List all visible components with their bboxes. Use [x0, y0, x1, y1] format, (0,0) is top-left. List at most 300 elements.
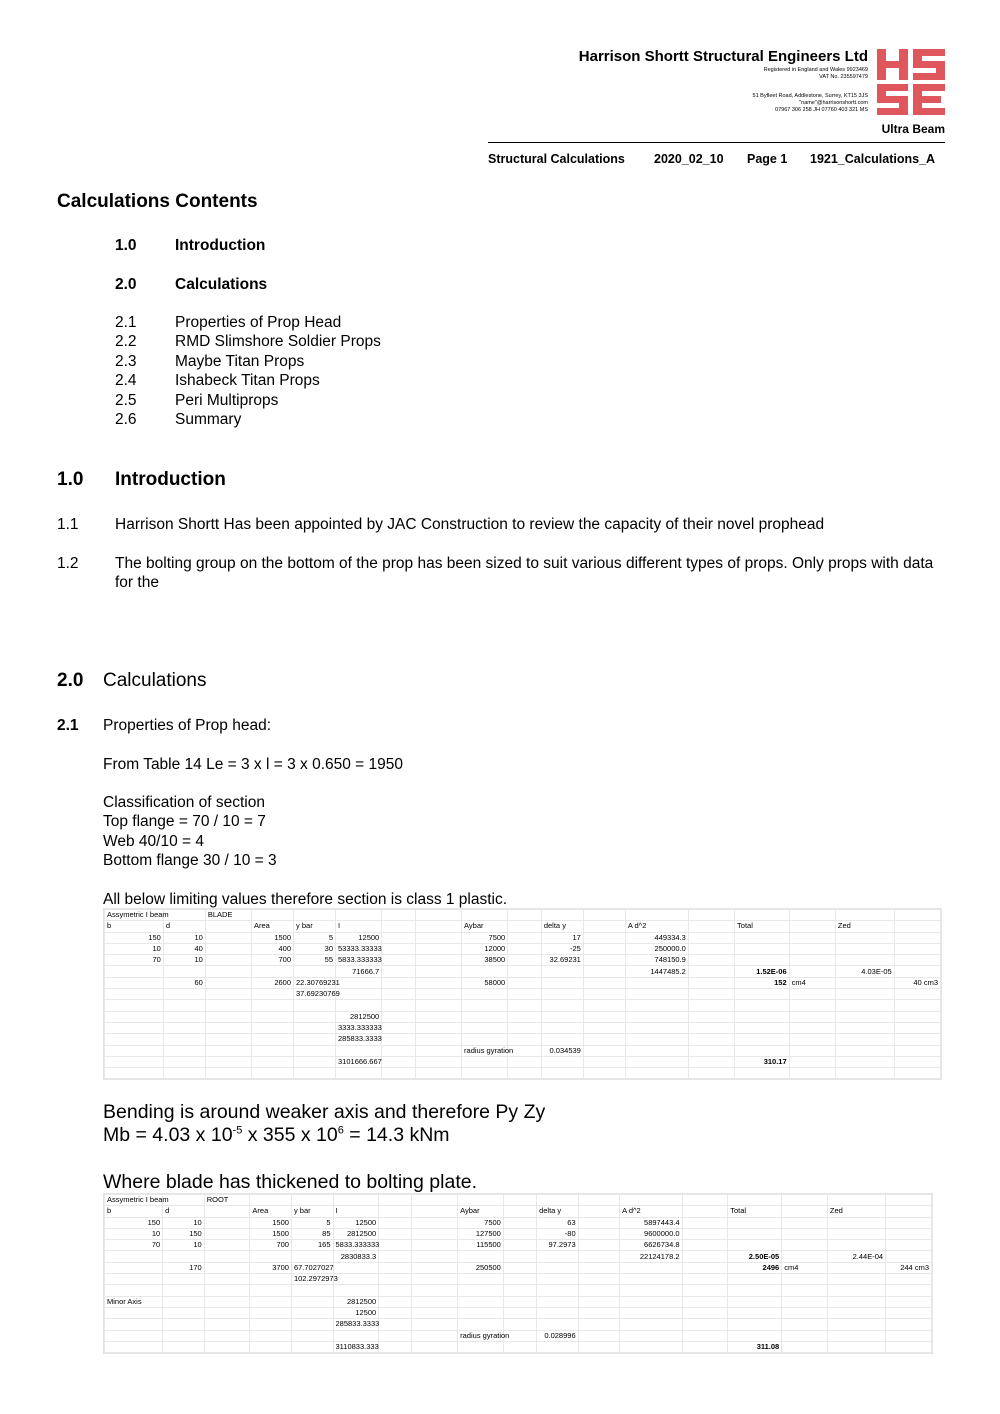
- sheet-cell: [789, 1011, 835, 1022]
- sheet-cell: 5897443.4: [620, 1217, 682, 1228]
- bottom-flange-text: Bottom flange 30 / 10 = 3: [103, 852, 277, 869]
- sheet-cell: [728, 1285, 782, 1296]
- sheet-cell: [835, 910, 894, 921]
- sheet-cell: [462, 1022, 508, 1033]
- sheet-cell: [541, 1011, 583, 1022]
- sheet-cell: [294, 966, 336, 977]
- sheet-cell: I: [336, 921, 382, 932]
- sheet-cell: [625, 1022, 688, 1033]
- sheet-cell: [204, 1217, 250, 1228]
- sheet-cell: [735, 1000, 790, 1011]
- sheet-cell: Minor Axis: [105, 1296, 163, 1307]
- sheet-cell: [336, 1045, 382, 1056]
- sheet-cell: [728, 1307, 782, 1318]
- sheet-row: [105, 1319, 932, 1330]
- sheet-cell: [688, 1022, 734, 1033]
- sheet-cell: [252, 1000, 294, 1011]
- sheet-cell: [578, 1341, 620, 1352]
- sheet-cell: [294, 910, 336, 921]
- sheet-cell: [508, 1022, 542, 1033]
- para-text: Harrison Shortt Has been appointed by JAC Construction to review the capacity of their novel prophead: [115, 516, 825, 533]
- sheet-cell: [163, 1330, 205, 1341]
- sheet-cell: 3110833.333: [333, 1341, 379, 1352]
- sheet-cell: [782, 1228, 828, 1239]
- mb-part-b: x 355 x 10: [242, 1124, 338, 1146]
- toc-sub-num: 2.2: [115, 333, 137, 350]
- sheet-cell: [620, 1307, 682, 1318]
- sheet-cell: [508, 910, 542, 921]
- sheet-cell: 85: [291, 1228, 333, 1239]
- sheet-cell: [503, 1262, 536, 1273]
- sheet-cell: 12500: [333, 1217, 379, 1228]
- sheet-cell: [250, 1285, 292, 1296]
- sheet-cell: 12000: [462, 943, 508, 954]
- para-num: 1.2: [57, 555, 79, 572]
- sheet-cell: [462, 989, 508, 1000]
- sheet-cell: [412, 1228, 458, 1239]
- sheet-cell: [458, 1195, 504, 1206]
- sheet-cell: [782, 1285, 828, 1296]
- sheet-cell: [163, 1056, 205, 1067]
- sheet-cell: 310.17: [735, 1056, 790, 1067]
- sheet-cell: [835, 1011, 894, 1022]
- sheet-cell: [537, 1341, 579, 1352]
- sheet-cell: [541, 966, 583, 977]
- sheet-cell: [163, 1285, 205, 1296]
- sheet-cell: [382, 932, 416, 943]
- sheet-cell: [503, 1285, 536, 1296]
- sheet-cell: Area: [250, 1206, 292, 1217]
- sheet-cell: [382, 989, 416, 1000]
- sheet-cell: [105, 1022, 164, 1033]
- sheet-row: [105, 1228, 932, 1239]
- sheet-cell: [379, 1195, 412, 1206]
- sheet-cell: [204, 1274, 250, 1285]
- sheet-cell: [379, 1296, 412, 1307]
- sheet-cell: 6626734.8: [620, 1240, 682, 1251]
- sheet-cell: [382, 943, 416, 954]
- sheet-row: [105, 1296, 932, 1307]
- sheet-cell: [827, 1307, 885, 1318]
- sheet-cell: [620, 1296, 682, 1307]
- section-num: 2.0: [57, 670, 84, 691]
- sheet-cell: [625, 1034, 688, 1045]
- sheet-cell: 37.69230769: [294, 989, 336, 1000]
- sheet-cell: [462, 1056, 508, 1067]
- sheet-cell: [682, 1341, 728, 1352]
- sheet-row: [105, 1000, 941, 1011]
- sheet-row: [105, 1045, 941, 1056]
- sheet-cell: [379, 1307, 412, 1318]
- sheet-cell: [508, 989, 542, 1000]
- sheet-cell: [412, 1274, 458, 1285]
- toc-sub-num: 2.5: [115, 392, 137, 409]
- sheet-cell: [105, 1274, 163, 1285]
- sheet-cell: [508, 932, 542, 943]
- sheet-cell: [735, 1022, 790, 1033]
- sheet-cell: [625, 910, 688, 921]
- sheet-cell: [886, 1341, 932, 1352]
- sheet-cell: [294, 1056, 336, 1067]
- sheet-cell: Area: [252, 921, 294, 932]
- sheet-cell: [789, 955, 835, 966]
- sheet-cell: [578, 1195, 620, 1206]
- sheet-cell: [578, 1307, 620, 1318]
- sheet-cell: [462, 1000, 508, 1011]
- sheet-cell: [462, 1011, 508, 1022]
- sheet-cell: 53333.33333: [336, 943, 382, 954]
- doc-type: Structural Calculations: [488, 152, 625, 166]
- sheet-cell: [382, 1011, 416, 1022]
- sheet-cell: [379, 1217, 412, 1228]
- sheet-cell: [503, 1228, 536, 1239]
- sheet-cell: [578, 1251, 620, 1262]
- sheet-cell: [789, 1068, 835, 1079]
- sheet-cell: [735, 955, 790, 966]
- moment-capacity-text: [103, 1124, 450, 1147]
- sheet-cell: [688, 921, 734, 932]
- sheet-row: [105, 1056, 941, 1067]
- sheet-cell: [379, 1206, 412, 1217]
- sheet-cell: [625, 1011, 688, 1022]
- sheet-cell: [336, 1068, 382, 1079]
- sheet-cell: [894, 1034, 940, 1045]
- sheet-cell: [682, 1319, 728, 1330]
- sheet-cell: [620, 1274, 682, 1285]
- sheet-cell: [252, 910, 294, 921]
- section-num: 1.0: [57, 469, 84, 490]
- sheet-cell: [336, 1000, 382, 1011]
- sheet-cell: 40: [163, 943, 205, 954]
- sheet-cell: [620, 1195, 682, 1206]
- sheet-cell: [735, 1011, 790, 1022]
- sheet-cell: [379, 1274, 412, 1285]
- top-flange-text: Top flange = 70 / 10 = 7: [103, 813, 266, 830]
- subsection-num: 2.1: [57, 717, 79, 734]
- sheet-cell: [508, 977, 542, 988]
- sheet-cell: [782, 1341, 828, 1352]
- sheet-cell: [541, 910, 583, 921]
- toc-sub-label: Ishabeck Titan Props: [175, 372, 320, 389]
- sheet-cell: [205, 1011, 251, 1022]
- sheet-cell: [541, 1068, 583, 1079]
- sheet-cell: [728, 1296, 782, 1307]
- header-divider: [488, 142, 945, 143]
- sheet-cell: b: [105, 921, 164, 932]
- sheet-cell: [291, 1307, 333, 1318]
- sheet-cell: [336, 989, 382, 1000]
- sheet-cell: [382, 966, 416, 977]
- sheet-cell: [105, 989, 164, 1000]
- sheet-cell: [105, 1000, 164, 1011]
- sheet-cell: [537, 1251, 579, 1262]
- sheet-cell: [537, 1262, 579, 1273]
- sheet-cell: 152: [735, 977, 790, 988]
- sheet-cell: [163, 910, 205, 921]
- sheet-cell: 63: [537, 1217, 579, 1228]
- sheet-row: [105, 955, 941, 966]
- sheet-row: [105, 977, 941, 988]
- bending-axis-text: Bending is around weaker axis and therefore Py Zy: [103, 1101, 546, 1123]
- sheet-cell: [503, 1240, 536, 1251]
- sheet-cell: [412, 1296, 458, 1307]
- sheet-cell: [508, 955, 542, 966]
- sheet-row: [105, 921, 941, 932]
- sheet-cell: [886, 1296, 932, 1307]
- sheet-cell: [333, 1330, 379, 1341]
- sheet-cell: [503, 1319, 536, 1330]
- sheet-cell: [291, 1319, 333, 1330]
- sheet-cell: 311.08: [728, 1341, 782, 1352]
- sheet-cell: [620, 1341, 682, 1352]
- sheet-cell: 1447485.2: [625, 966, 688, 977]
- sheet-cell: [382, 1056, 416, 1067]
- sheet-cell: [827, 1195, 885, 1206]
- sheet-cell: [728, 1319, 782, 1330]
- sheet-cell: [782, 1251, 828, 1262]
- sheet-cell: [583, 989, 625, 1000]
- sheet-cell: [105, 1285, 163, 1296]
- para-text: The bolting group on the bottom of the prop has been sized to suit various different types of props. Only props with data for the: [115, 555, 934, 591]
- sheet-cell: [789, 910, 835, 921]
- sheet-cell: 1500: [250, 1217, 292, 1228]
- sheet-cell: [503, 1251, 536, 1262]
- sheet-cell: [789, 1056, 835, 1067]
- sheet-cell: [583, 1022, 625, 1033]
- sheet-cell: [578, 1285, 620, 1296]
- sheet-cell: [105, 1251, 163, 1262]
- sheet-row: [105, 1262, 932, 1273]
- sheet-cell: 10: [105, 1228, 163, 1239]
- toc-sub-label: Summary: [175, 411, 242, 428]
- product-name: Ultra Beam: [881, 122, 945, 136]
- sheet-cell: [291, 1341, 333, 1352]
- sheet-cell: [894, 1022, 940, 1033]
- sheet-cell: [462, 1068, 508, 1079]
- sheet-cell: [789, 1000, 835, 1011]
- sheet-cell: Aybar: [462, 921, 508, 932]
- sheet-cell: 5: [291, 1217, 333, 1228]
- sheet-cell: [835, 1045, 894, 1056]
- sheet-cell: [412, 1195, 458, 1206]
- sheet-cell: [541, 1056, 583, 1067]
- sheet-cell: [415, 932, 461, 943]
- sheet-cell: [886, 1319, 932, 1330]
- sheet-cell: [412, 1285, 458, 1296]
- sheet-cell: 449334.3: [625, 932, 688, 943]
- sheet-cell: [412, 1341, 458, 1352]
- address-text: 51 Byfleet Road, Addlestone, Surrey, KT15 3JS: [752, 93, 868, 99]
- sheet-cell: [583, 966, 625, 977]
- blade-properties-sheet: [103, 908, 942, 1080]
- sheet-cell: [827, 1228, 885, 1239]
- sheet-cell: [379, 1240, 412, 1251]
- sheet-cell: 700: [252, 955, 294, 966]
- sheet-cell: [578, 1217, 620, 1228]
- sheet-cell: [583, 1068, 625, 1079]
- sheet-cell: [294, 1068, 336, 1079]
- sheet-cell: [735, 932, 790, 943]
- sheet-cell: [458, 1319, 504, 1330]
- sheet-row: [105, 932, 941, 943]
- sheet-row: [105, 1022, 941, 1033]
- sheet-cell: [541, 989, 583, 1000]
- subsection-title: Properties of Prop head:: [103, 717, 272, 734]
- sheet-cell: [503, 1195, 536, 1206]
- sheet-cell: [735, 1045, 790, 1056]
- sheet-cell: [688, 1045, 734, 1056]
- sheet-row: [105, 966, 941, 977]
- sheet-cell: [620, 1319, 682, 1330]
- sheet-cell: [625, 989, 688, 1000]
- sheet-cell: [682, 1330, 728, 1341]
- sheet-cell: [688, 1011, 734, 1022]
- sheet-cell: [583, 932, 625, 943]
- sheet-row: [105, 1217, 932, 1228]
- sheet-cell: [252, 1056, 294, 1067]
- sheet-cell: [415, 966, 461, 977]
- sheet-cell: [541, 1034, 583, 1045]
- sheet-cell: [163, 1034, 205, 1045]
- sheet-cell: [382, 1068, 416, 1079]
- sheet-cell: [583, 910, 625, 921]
- sheet-row: [105, 910, 941, 921]
- sheet-cell: d: [163, 1206, 205, 1217]
- sheet-cell: [835, 1056, 894, 1067]
- sheet-cell: [252, 966, 294, 977]
- sheet-cell: 58000: [462, 977, 508, 988]
- sheet-cell: y bar: [291, 1206, 333, 1217]
- sheet-cell: [105, 966, 164, 977]
- sheet-cell: [894, 932, 940, 943]
- sheet-cell: [462, 1034, 508, 1045]
- sheet-cell: [688, 977, 734, 988]
- sheet-row: [105, 1330, 932, 1341]
- sheet-cell: [578, 1240, 620, 1251]
- sheet-cell: [382, 977, 416, 988]
- sheet-cell: [886, 1274, 932, 1285]
- sheet-cell: 10: [105, 943, 164, 954]
- sheet-cell: [105, 1034, 164, 1045]
- sheet-cell: [163, 1319, 205, 1330]
- sheet-cell: [250, 1251, 292, 1262]
- sheet-cell: [835, 1068, 894, 1079]
- sheet-cell: [789, 1022, 835, 1033]
- sheet-cell: 127500: [458, 1228, 504, 1239]
- sheet-cell: [886, 1307, 932, 1318]
- sheet-cell: [379, 1262, 412, 1273]
- sheet-cell: [578, 1262, 620, 1273]
- sheet-cell: [682, 1274, 728, 1285]
- sheet-cell: [835, 943, 894, 954]
- sheet-cell: [163, 1022, 205, 1033]
- sheet-cell: [163, 1341, 205, 1352]
- sheet-cell: 285833.3333: [336, 1034, 382, 1045]
- sheet-cell: [291, 1296, 333, 1307]
- toc-sub-num: 2.6: [115, 411, 137, 428]
- sheet-cell: 30: [294, 943, 336, 954]
- sheet-cell: [508, 921, 542, 932]
- sheet-cell: [728, 1330, 782, 1341]
- sheet-cell: [458, 1274, 504, 1285]
- sheet-cell: 5833.333333: [336, 955, 382, 966]
- sheet-cell: [205, 966, 251, 977]
- sheet-cell: [503, 1307, 536, 1318]
- sheet-cell: [204, 1240, 250, 1251]
- sheet-cell: [336, 977, 382, 988]
- sheet-cell: [503, 1217, 536, 1228]
- sheet-cell: [415, 1022, 461, 1033]
- sheet-cell: [682, 1262, 728, 1273]
- sheet-cell: Assymetric I beam: [105, 1195, 163, 1206]
- sheet-cell: [379, 1228, 412, 1239]
- sheet-cell: [458, 1285, 504, 1296]
- sheet-cell: 2600: [252, 977, 294, 988]
- sheet-cell: [291, 1285, 333, 1296]
- sheet-cell: [578, 1319, 620, 1330]
- sheet-cell: [508, 966, 542, 977]
- sheet-cell: [205, 977, 251, 988]
- sheet-cell: [163, 1195, 205, 1206]
- sheet-cell: [333, 1262, 379, 1273]
- sheet-cell: [163, 1274, 205, 1285]
- phone-text: 07967 306 258 JH 07760 403 321 MS: [775, 107, 868, 113]
- sheet-cell: [163, 989, 205, 1000]
- sheet-cell: [250, 1195, 292, 1206]
- sheet-cell: [541, 1000, 583, 1011]
- sheet-cell: [583, 977, 625, 988]
- sheet-cell: 102.2972973: [291, 1274, 333, 1285]
- mb-part-a: Mb = 4.03 x 10: [103, 1124, 233, 1146]
- sheet-cell: 170: [163, 1262, 205, 1273]
- sheet-cell: [291, 1195, 333, 1206]
- sheet-cell: [886, 1228, 932, 1239]
- sheet-row: [105, 943, 941, 954]
- sheet-cell: [894, 1000, 940, 1011]
- sheet-cell: 285833.3333: [333, 1319, 379, 1330]
- sheet-cell: 12500: [333, 1307, 379, 1318]
- web-text: Web 40/10 = 4: [103, 833, 204, 850]
- sheet-cell: [294, 1045, 336, 1056]
- sheet-cell: 115500: [458, 1240, 504, 1251]
- sheet-cell: 3700: [250, 1262, 292, 1273]
- sheet-cell: -25: [541, 943, 583, 954]
- sheet-cell: A d^2: [620, 1206, 682, 1217]
- sheet-cell: [578, 1296, 620, 1307]
- sheet-cell: [503, 1341, 536, 1352]
- sheet-cell: 60: [163, 977, 205, 988]
- sheet-cell: [204, 1296, 250, 1307]
- sheet-cell: [204, 1319, 250, 1330]
- sheet-cell: [163, 1307, 205, 1318]
- sheet-cell: 1.52E-06: [735, 966, 790, 977]
- sheet-cell: [894, 943, 940, 954]
- sheet-cell: 9600000.0: [620, 1228, 682, 1239]
- sheet-cell: 5833.333333: [333, 1240, 379, 1251]
- sheet-cell: [291, 1330, 333, 1341]
- sheet-row: [105, 1240, 932, 1251]
- sheet-cell: [789, 921, 835, 932]
- sheet-cell: -80: [537, 1228, 579, 1239]
- sheet-cell: [894, 1045, 940, 1056]
- sheet-cell: [379, 1251, 412, 1262]
- sheet-cell: [886, 1251, 932, 1262]
- sheet-cell: [835, 955, 894, 966]
- sheet-cell: 1500: [252, 932, 294, 943]
- sheet-cell: [412, 1217, 458, 1228]
- sheet-cell: [688, 1034, 734, 1045]
- sheet-cell: 7500: [462, 932, 508, 943]
